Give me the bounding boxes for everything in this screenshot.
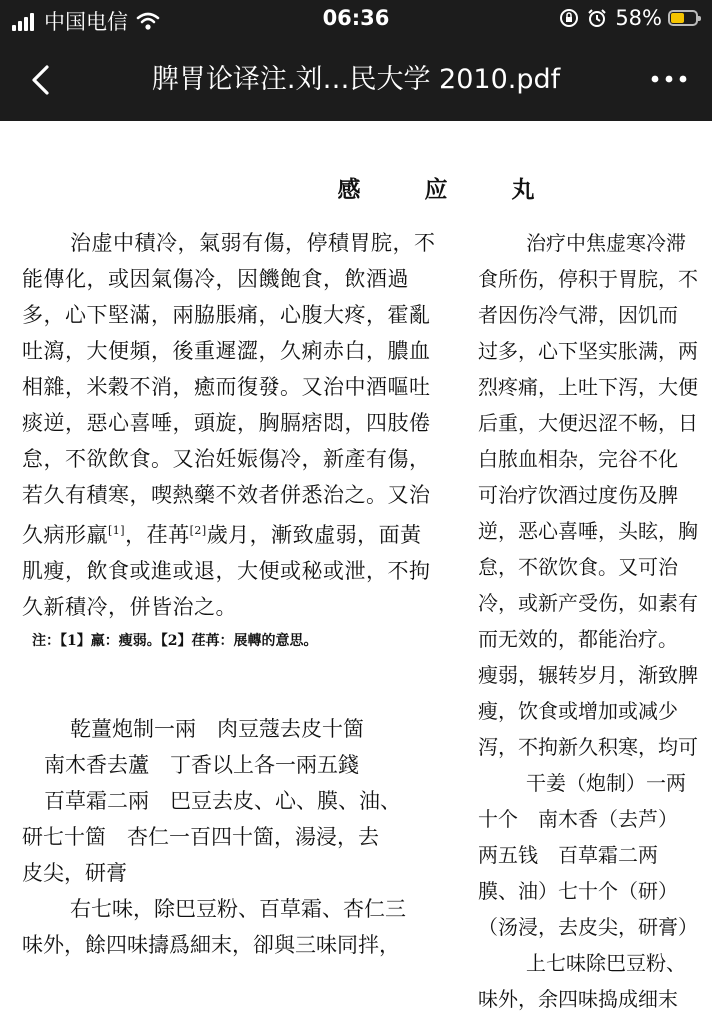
more-dots-icon[interactable] <box>644 64 694 94</box>
page-heading: 感 应 丸 <box>337 176 563 203</box>
translation-line: 而无效的，都能治疗。 <box>478 627 678 651</box>
classical-text-column <box>22 225 442 963</box>
recipe-line: 乾薑炮制一兩 肉豆蔻去皮十箇 <box>70 717 364 741</box>
battery-level <box>671 13 684 23</box>
translation-line: 膜、油）七十个（研） <box>478 879 678 903</box>
translation-line: 食所伤，停积于胃脘，不 <box>478 267 698 291</box>
translation-line: 可治疗饮酒过度伤及脾 <box>478 483 678 507</box>
orientation-lock-icon <box>559 8 579 28</box>
recipe-line: 研七十箇 杏仁一百四十箇，湯浸，去 <box>22 825 379 849</box>
translation-line: 干姜（炮制）一两 <box>526 771 686 795</box>
clock: 06:36 <box>322 6 390 30</box>
translation-line: 者因伤冷气滞，因饥而 <box>478 303 678 327</box>
document-title: 脾胃论译注.刘…民大学 2010.pdf <box>151 64 561 95</box>
status-right <box>559 6 698 30</box>
method-line: 味外，餘四味擣爲細末，卻與三味同拌， <box>22 933 400 957</box>
footnote: 注：【1】羸：瘦弱。【2】荏苒：展轉的意思。 <box>32 633 318 649</box>
translation-line: 怠，不欲饮食。又可治 <box>478 555 678 579</box>
pdf-page[interactable] <box>0 121 712 1012</box>
translation-line: 泻，不拘新久积寒，均可 <box>478 735 698 759</box>
alarm-icon <box>587 8 607 28</box>
translation-line: 后重，大便迟涩不畅，日 <box>478 411 698 435</box>
chevron-left-icon[interactable] <box>22 60 62 100</box>
translation-column <box>478 225 712 1012</box>
body-text: 治虚中積冷，氣弱有傷，停積胃脘，不能傳化，或因氣傷冷，因饑飽食，飲酒過多，心下堅滿，兩脇脹痛，心腹大疼，霍亂吐瀉，大便頻，後重遲澀，久痢赤白，膿血相雜，米穀不消，癒而復發。又治中酒嘔吐痰逆，惡心喜唾，頭旋，胸膈痞悶，四肢倦怠，不欲飲食。又治妊娠傷冷，新產有傷，若久有積寒，喫熱藥不效者併悉治之。又治久病形羸[1]，荏苒[2]歲月，漸致虛弱，面黃肌瘦，飲食或進或退，大便或秘或泄，不拘久新積冷，併皆治之。 <box>22 231 436 619</box>
translation-line: 瘦，饮食或增加或减少 <box>478 699 678 723</box>
recipe-line: 百草霜二兩 巴豆去皮、心、膜、油、 <box>44 789 401 813</box>
footnote-ref-2: [2] <box>189 524 207 537</box>
translation-line: 治疗中焦虚寒冷滞 <box>526 231 686 255</box>
recipe-line: 南木香去蘆 丁香以上各一兩五錢 <box>44 753 359 777</box>
footnote-ref-1: [1] <box>108 524 126 537</box>
translation-line: 上七味除巴豆粉、 <box>526 951 686 975</box>
translation-line: 过多，心下坚实胀满，两 <box>478 339 698 363</box>
translation-line: 逆，恶心喜唾，头眩，胸 <box>478 519 698 543</box>
translation-line: 十个 南木香（去芦） <box>478 807 678 831</box>
translation-line: 瘦弱，辗转岁月，渐致脾 <box>478 663 698 687</box>
recipe-line: 皮尖，研膏 <box>22 861 127 885</box>
method-line: 右七味，除巴豆粉、百草霜、杏仁三 <box>70 897 406 921</box>
carrier-label: 中国电信 <box>44 10 128 34</box>
translation-line: 白脓血相杂，完谷不化 <box>478 447 678 471</box>
nav-bar <box>0 40 712 121</box>
translation-line: 两五钱 百草霜二两 <box>478 843 658 867</box>
translation-line: 味外，余四味捣成细末 <box>478 987 678 1011</box>
translation-line: （汤浸，去皮尖，研膏） <box>478 915 698 939</box>
battery-icon <box>668 10 698 26</box>
translation-line: 烈疼痛，上吐下泻，大便 <box>478 375 698 399</box>
status-bar <box>0 0 712 40</box>
battery-percent: 58% <box>615 6 662 30</box>
translation-line: 冷，或新产受伤，如素有 <box>478 591 698 615</box>
